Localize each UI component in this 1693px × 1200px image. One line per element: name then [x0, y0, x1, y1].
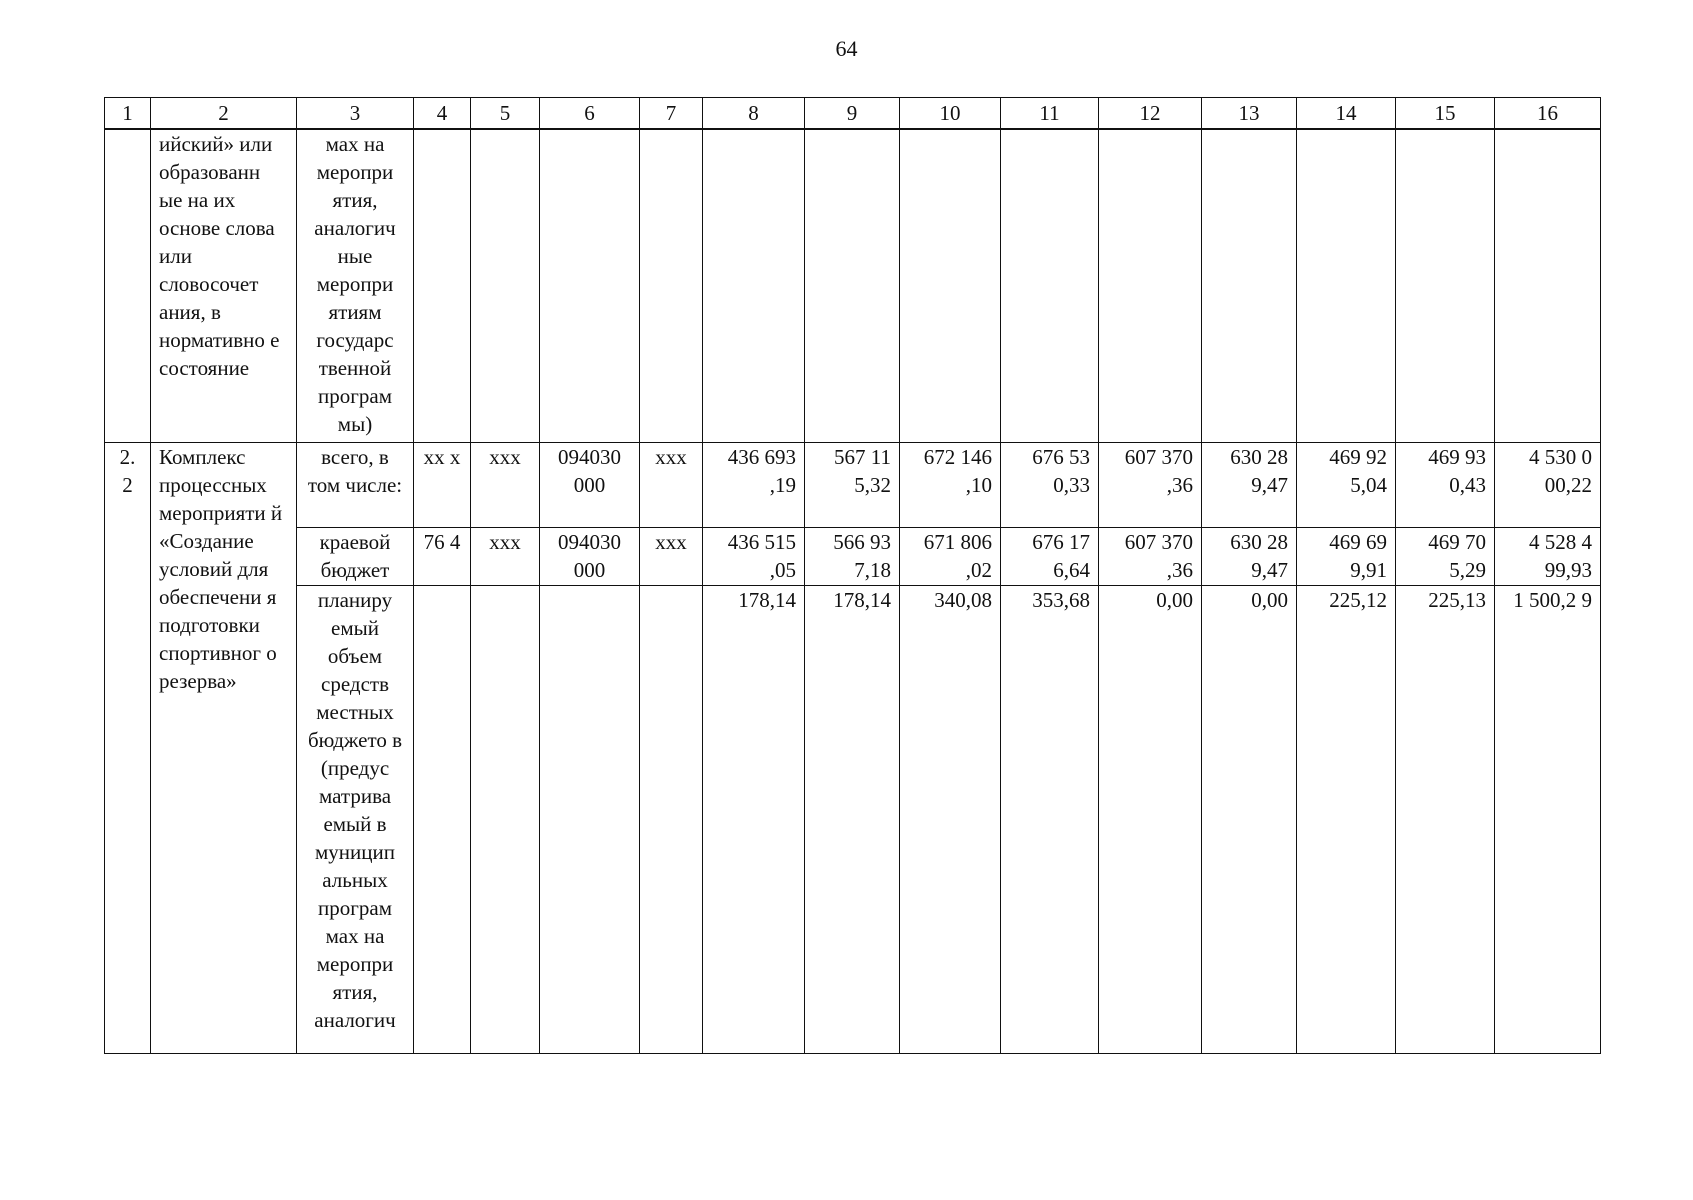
- header-cell: 8: [703, 98, 805, 129]
- cell-value: 178,14: [703, 586, 805, 1054]
- header-cell: 12: [1099, 98, 1202, 129]
- cell-value: 225,12: [1297, 586, 1396, 1054]
- page-number: 64: [835, 36, 858, 61]
- header-cell: 6: [540, 98, 640, 129]
- cell-value: 340,08: [900, 586, 1001, 1054]
- cell-code: xxx: [471, 528, 540, 586]
- cell-value: 1 500,2 9: [1495, 586, 1601, 1054]
- cell-value: 469 70 5,29: [1396, 528, 1495, 586]
- header-cell: 11: [1001, 98, 1099, 129]
- cell-value: 567 11 5,32: [805, 443, 900, 528]
- cell: [1297, 129, 1396, 443]
- cell: [703, 129, 805, 443]
- table-row: [105, 129, 1601, 443]
- cell-name: ийский» или образованн ые на их основе слова или словосочет ания, в нормативно е состояние: [151, 129, 297, 443]
- cell-source: планиру емый объем средств местных бюджето в (предус матрива емый в муницип альных програм мах на меропри ятия, аналогич: [297, 586, 414, 1054]
- cell-value: 630 28 9,47: [1202, 443, 1297, 528]
- cell: [1495, 129, 1601, 443]
- header-cell: 10: [900, 98, 1001, 129]
- cell: [1202, 129, 1297, 443]
- cell-value: 671 806 ,02: [900, 528, 1001, 586]
- cell-code: xxx: [640, 443, 703, 528]
- cell-code: 094030 000: [540, 443, 640, 528]
- cell-number: 2. 2: [105, 443, 151, 1054]
- cell: [1001, 129, 1099, 443]
- cell-value: 672 146 ,10: [900, 443, 1001, 528]
- cell: [1396, 129, 1495, 443]
- cell-value: 676 17 6,64: [1001, 528, 1099, 586]
- header-cell: 13: [1202, 98, 1297, 129]
- cell-code: xxx: [640, 528, 703, 586]
- budget-table: [104, 97, 1601, 1054]
- cell-source: краевой бюджет: [297, 528, 414, 586]
- header-cell: 15: [1396, 98, 1495, 129]
- cell-value: 630 28 9,47: [1202, 528, 1297, 586]
- cell-value: 0,00: [1202, 586, 1297, 1054]
- cell-value: 566 93 7,18: [805, 528, 900, 586]
- cell-value: 4 530 0 00,22: [1495, 443, 1601, 528]
- cell-value: 436 693 ,19: [703, 443, 805, 528]
- header-cell: 2: [151, 98, 297, 129]
- cell-value: 4 528 4 99,93: [1495, 528, 1601, 586]
- cell-name: Комплекс процессных мероприяти й «Создание условий для обеспечени я подготовки спортивног о резерва»: [151, 443, 297, 1054]
- cell-value: 469 92 5,04: [1297, 443, 1396, 528]
- cell-source: всего, в том числе:: [297, 443, 414, 528]
- header-cell: 4: [414, 98, 471, 129]
- cell-value: 353,68: [1001, 586, 1099, 1054]
- cell: [640, 586, 703, 1054]
- cell: [640, 129, 703, 443]
- cell: [414, 586, 471, 1054]
- header-cell: 1: [105, 98, 151, 129]
- cell: [900, 129, 1001, 443]
- header-cell: 3: [297, 98, 414, 129]
- cell-value: 178,14: [805, 586, 900, 1054]
- header-row: [105, 98, 1601, 129]
- table-row: [105, 528, 1601, 586]
- cell: [540, 129, 640, 443]
- table-row: [105, 443, 1601, 528]
- cell-value: 225,13: [1396, 586, 1495, 1054]
- cell-value: 469 69 9,91: [1297, 528, 1396, 586]
- header-cell: 14: [1297, 98, 1396, 129]
- cell-value: 0,00: [1099, 586, 1202, 1054]
- cell-number: [105, 129, 151, 443]
- header-cell: 16: [1495, 98, 1601, 129]
- cell: [471, 586, 540, 1054]
- cell-value: 607 370 ,36: [1099, 443, 1202, 528]
- cell: [414, 129, 471, 443]
- cell-source: мах на меропри ятия, аналогич ные меропри ятиям государс твенной програм мы): [297, 129, 414, 443]
- cell: [540, 586, 640, 1054]
- cell: [1099, 129, 1202, 443]
- header-cell: 5: [471, 98, 540, 129]
- header-cell: 7: [640, 98, 703, 129]
- cell-value: 436 515 ,05: [703, 528, 805, 586]
- header-cell: 9: [805, 98, 900, 129]
- cell: [805, 129, 900, 443]
- cell-value: 469 93 0,43: [1396, 443, 1495, 528]
- cell-code: xxx: [471, 443, 540, 528]
- table-row: [105, 586, 1601, 1054]
- cell-code: 094030 000: [540, 528, 640, 586]
- cell-code: xx x: [414, 443, 471, 528]
- cell-value: 607 370 ,36: [1099, 528, 1202, 586]
- cell: [471, 129, 540, 443]
- cell-value: 676 53 0,33: [1001, 443, 1099, 528]
- cell-code: 76 4: [414, 528, 471, 586]
